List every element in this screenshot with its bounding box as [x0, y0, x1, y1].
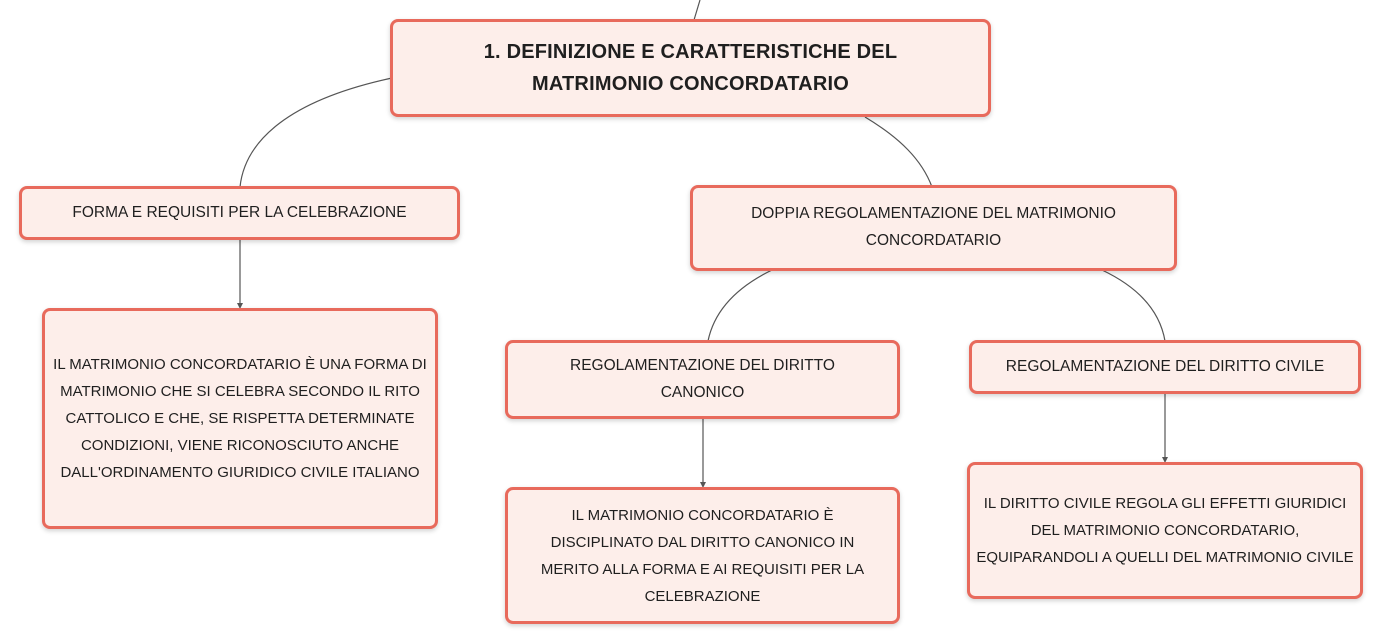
- topic-canonico-detail[interactable]: [505, 487, 900, 624]
- topic-diritto-canonico[interactable]: [505, 340, 900, 419]
- topic-forma-detail[interactable]: [42, 308, 438, 529]
- connector-root-doppia: [865, 117, 932, 187]
- topic-civile-detail[interactable]: [967, 462, 1363, 599]
- topic-doppia-regolamentazione[interactable]: [690, 185, 1177, 271]
- connector-to-parent: [694, 0, 700, 20]
- root-topic-label: 1. DEFINIZIONE E CARATTERISTICHE DEL MATRIMONIO CONCORDATARIO: [483, 41, 898, 95]
- topic-forma-requisiti-label: FORMA E REQUISITI PER LA CELEBRAZIONE: [72, 203, 407, 221]
- root-topic[interactable]: [390, 19, 991, 117]
- connector-root-forma: [240, 78, 392, 187]
- topic-civile-detail-label: IL DIRITTO CIVILE REGOLA GLI EFFETTI GIURIDICI DEL MATRIMONIO CONCORDATARIO, EQUIPARANDOLI A QUELLI DEL MATRIMONIO CIVILE: [976, 495, 1354, 566]
- topic-canonico-detail-label: IL MATRIMONIO CONCORDATARIO È DISCIPLINATO DAL DIRITTO CANONICO IN MERITO ALLA FORMA E AI REQUISITI PER LA CELEBRAZIONE: [540, 506, 865, 605]
- topic-diritto-civile-label: REGOLAMENTAZIONE DEL DIRITTO CIVILE: [1005, 357, 1325, 375]
- topic-doppia-regolamentazione-label: DOPPIA REGOLAMENTAZIONE DEL MATRIMONIO CONCORDATARIO: [751, 205, 1116, 249]
- connector-doppia-canonico: [708, 270, 772, 341]
- topic-forma-requisiti[interactable]: [19, 186, 460, 240]
- topic-diritto-civile[interactable]: [969, 340, 1361, 394]
- connector-doppia-civile: [1102, 270, 1165, 341]
- topic-diritto-canonico-label: REGOLAMENTAZIONE DEL DIRITTO CANONICO: [570, 356, 835, 401]
- topic-forma-detail-label: IL MATRIMONIO CONCORDATARIO È UNA FORMA DI MATRIMONIO CHE SI CELEBRA SECONDO IL RITO CATTOLICO E CHE, SE RISPETTA DETERMINATE CONDIZIONI, VIENE RICONOSCIUTO ANCHE DALL'ORDINAMENTO GIURIDICO CIVILE ITALIANO: [53, 356, 427, 481]
